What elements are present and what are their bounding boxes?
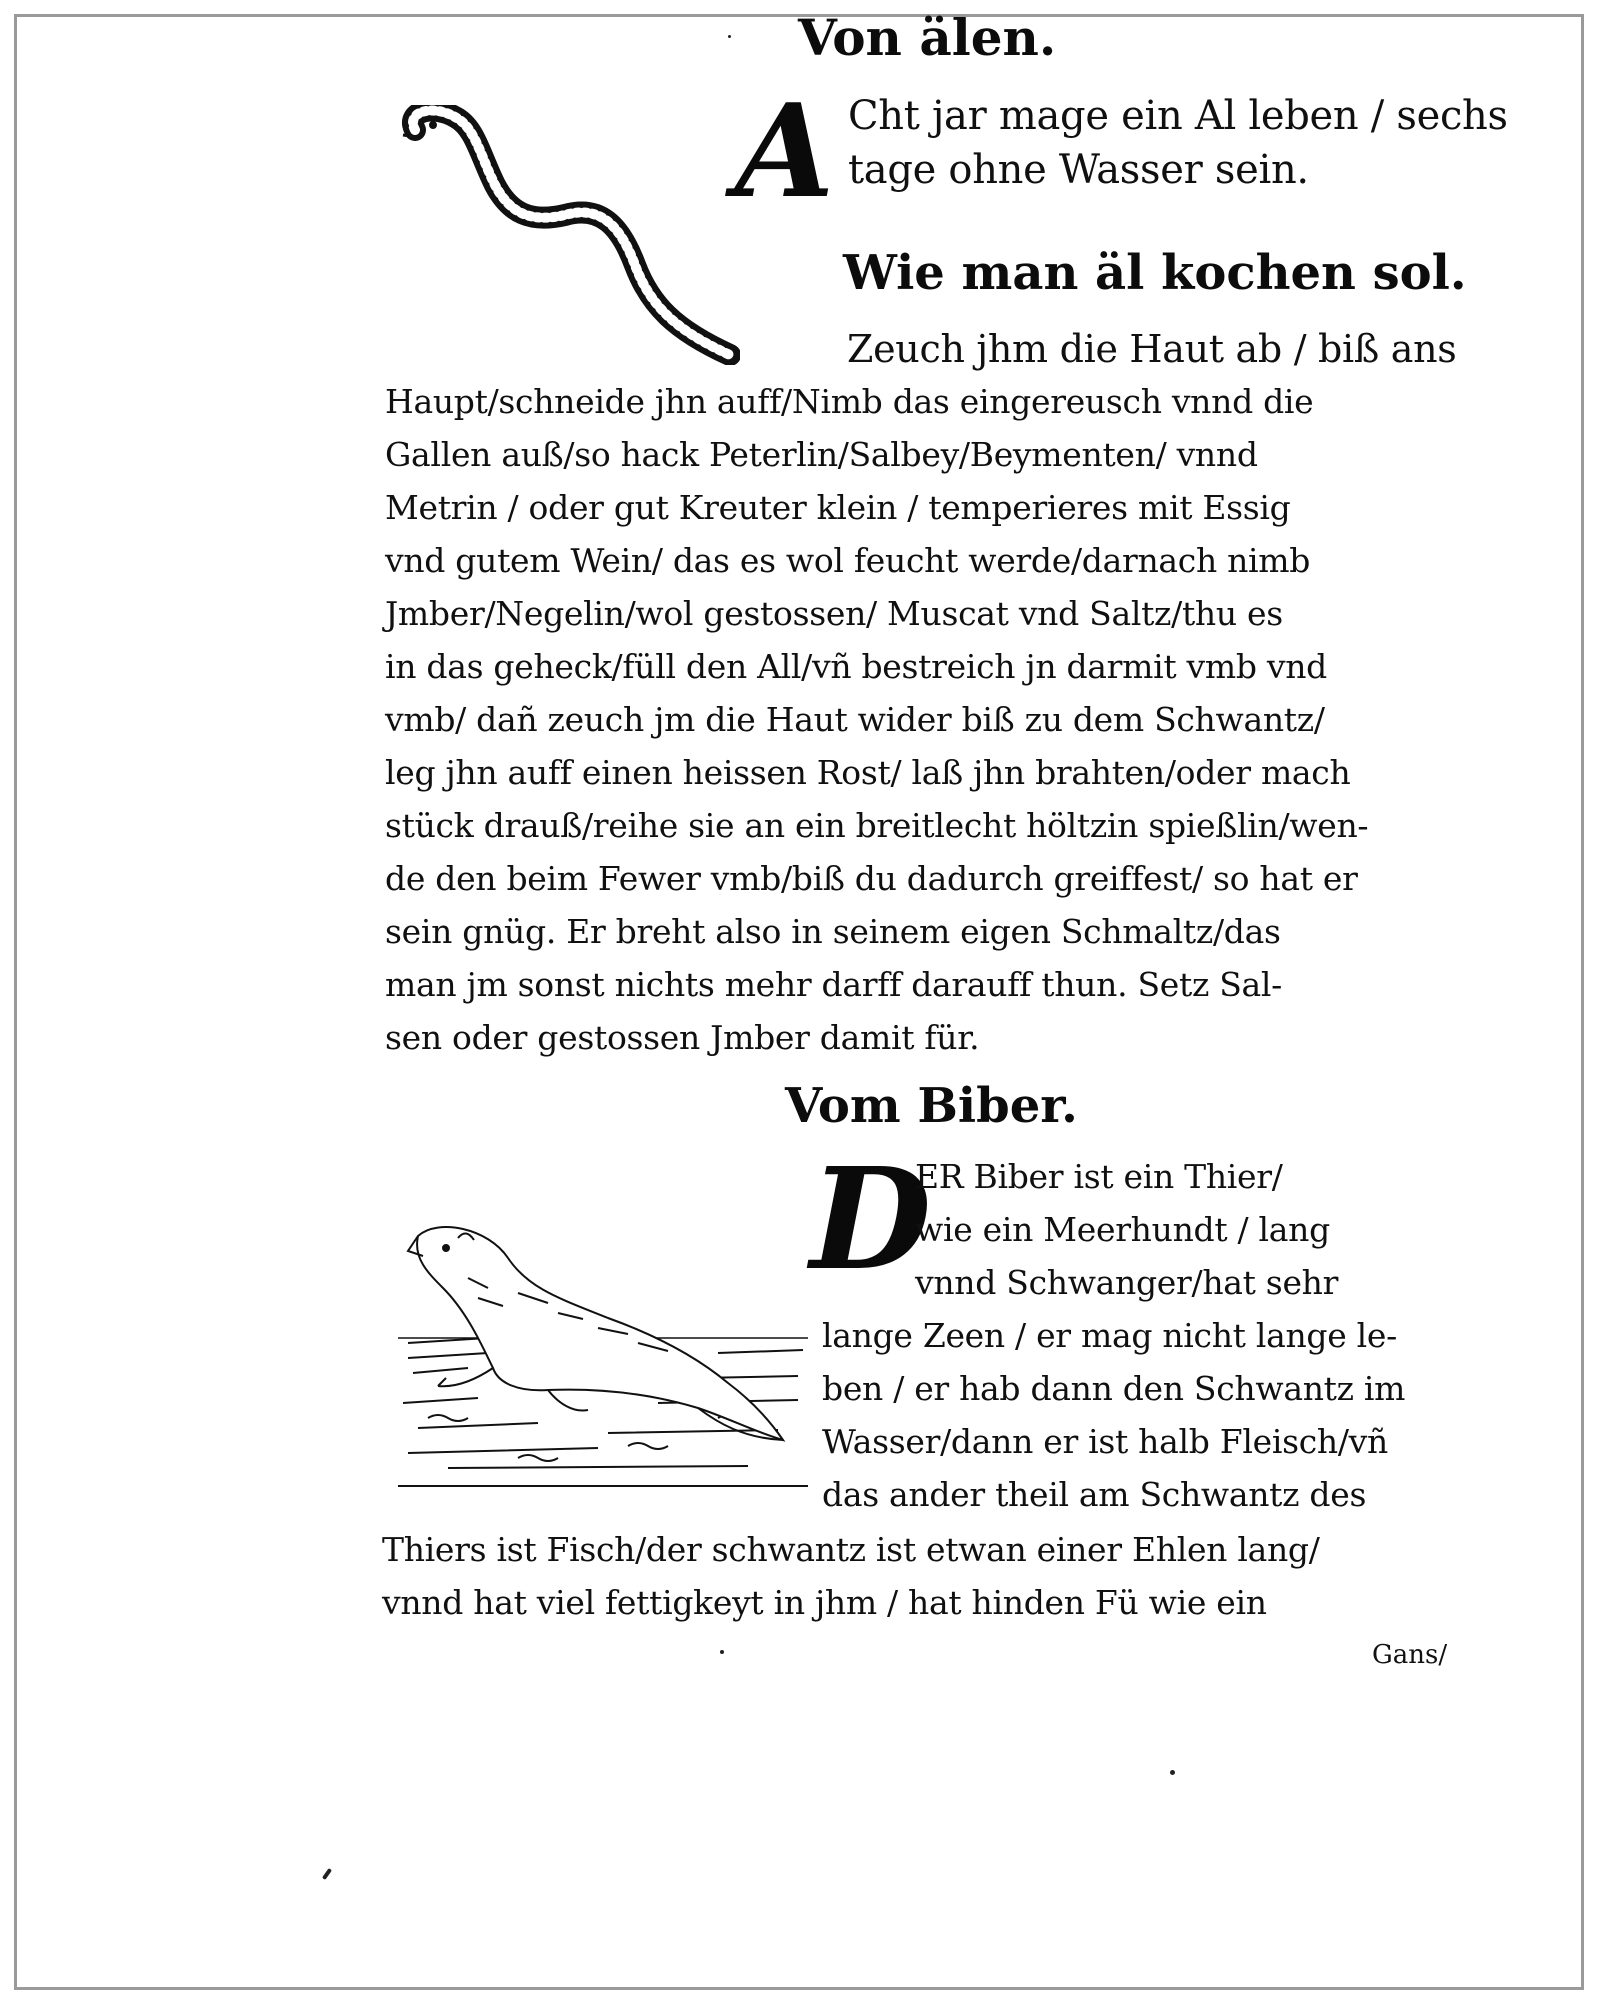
eel-woodcut bbox=[395, 105, 740, 365]
text-line: in das geheck/füll den All/vñ bestreich jn darmit vmb vnd bbox=[385, 647, 1328, 686]
heading-vom-biber: Vom Biber. bbox=[785, 1078, 1078, 1134]
ink-speck bbox=[720, 1650, 724, 1654]
ink-speck bbox=[1170, 1770, 1175, 1775]
text-line: wie ein Meerhundt / lang bbox=[915, 1210, 1330, 1249]
text-line: Thiers ist Fisch/der schwantz ist etwan einer Ehlen lang/ bbox=[382, 1530, 1320, 1569]
ink-speck bbox=[728, 35, 731, 38]
heading-von-aelen: Von älen. bbox=[798, 8, 1057, 67]
text-line: Wasser/dann er ist halb Fleisch/vñ bbox=[822, 1422, 1388, 1461]
text-line: lange Zeen / er mag nicht lange le- bbox=[822, 1316, 1397, 1355]
text-line: Gallen auß/so hack Peterlin/Salbey/Beymenten/ vnnd bbox=[385, 435, 1258, 474]
text-line: vmb/ dañ zeuch jm die Haut wider biß zu dem Schwantz/ bbox=[385, 700, 1325, 739]
text-line: de den beim Fewer vmb/biß du dadurch greiffest/ so hat er bbox=[385, 859, 1358, 898]
text-line: das ander theil am Schwantz des bbox=[822, 1475, 1367, 1514]
text-line: vnd gutem Wein/ das es wol feucht werde/darnach nimb bbox=[385, 541, 1311, 580]
text-line: Jmber/Negelin/wol gestossen/ Muscat vnd Saltz/thu es bbox=[385, 594, 1283, 633]
heading-wie-man-al-kochen: Wie man äl kochen sol. bbox=[843, 245, 1467, 301]
text-line: stück drauß/reihe sie an ein breitlecht höltzin spießlin/wen- bbox=[385, 806, 1369, 845]
text-line: sen oder gestossen Jmber damit für. bbox=[385, 1018, 980, 1057]
dropcap-d: D bbox=[810, 1138, 932, 1302]
text-line: man jm sonst nichts mehr darff darauff thun. Setz Sal- bbox=[385, 965, 1283, 1004]
text-line: ER Biber ist ein Thier/ bbox=[915, 1157, 1283, 1196]
text-line: tage ohne Wasser sein. bbox=[848, 147, 1309, 193]
text-line: sein gnüg. Er breht also in seinem eigen Schmaltz/das bbox=[385, 912, 1281, 951]
text-line: Haupt/schneide jhn auff/Nimb das eingereusch vnnd die bbox=[385, 382, 1314, 421]
beaver-woodcut bbox=[398, 1218, 808, 1488]
text-line: Zeuch jhm die Haut ab / biß ans bbox=[847, 327, 1457, 371]
text-line: ben / er hab dann den Schwantz im bbox=[822, 1369, 1406, 1408]
text-line: Metrin / oder gut Kreuter klein / temperieres mit Essig bbox=[385, 488, 1291, 527]
text-line: vnnd Schwanger/hat sehr bbox=[915, 1263, 1339, 1302]
text-line: Cht jar mage ein Al leben / sechs bbox=[848, 93, 1508, 139]
text-line: vnnd hat viel fettigkeyt in jhm / hat hinden Fü wie ein bbox=[382, 1583, 1267, 1622]
dropcap-a: A bbox=[735, 77, 835, 227]
catchword: Gans/ bbox=[1372, 1640, 1448, 1670]
text-line: leg jhn auff einen heissen Rost/ laß jhn brahten/oder mach bbox=[385, 753, 1351, 792]
